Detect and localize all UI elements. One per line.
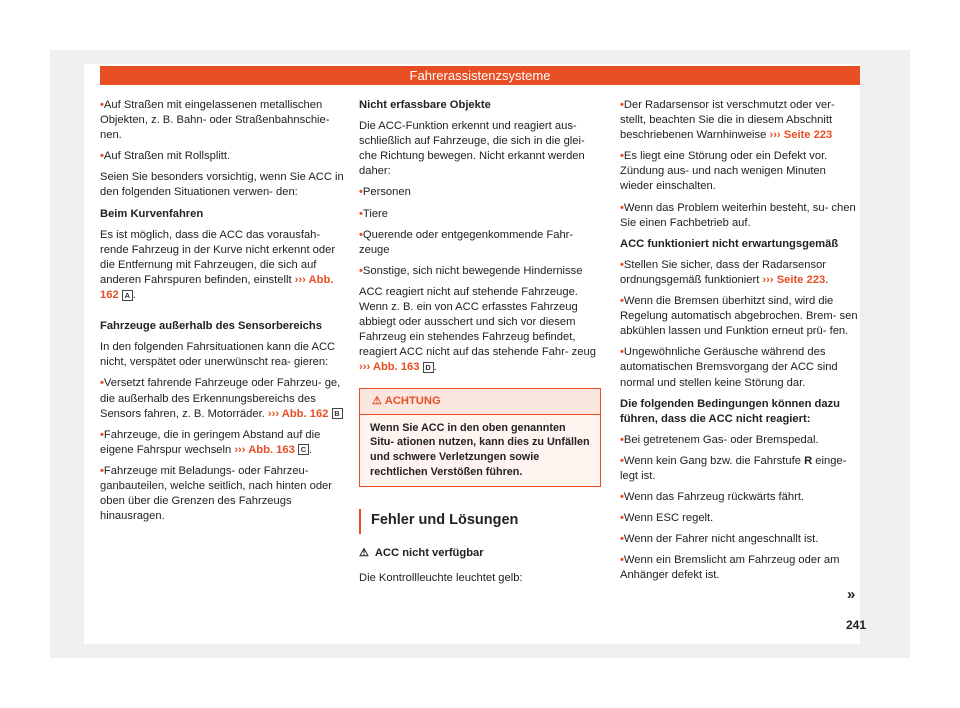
chapter-header: Fahrerassistenzsysteme [100,66,860,85]
column-2 [359,98,601,592]
list-item: • Fahrzeuge, die in geringem Abstand auf die eigene Fahrspur wechseln ››› Abb. 163 C . [100,428,344,458]
page-link[interactable]: ››› Seite 223 [769,129,833,142]
column-3 [620,98,860,590]
figure-link[interactable]: ››› Abb. 163 [359,361,420,374]
section-title: Fehler und Lösungen [359,509,601,534]
paragraph: Die ACC-Funktion erkennt und reagiert aus- schließlich auf Fahrzeuge, die sich in die glei- che Richtung bewegen. Nicht erkannt werden daher: [359,120,585,178]
heading: Die folgenden Bedingungen können dazu führen, dass die ACC nicht reagiert: [620,397,841,425]
warning-triangle-icon: ⚠ [372,394,383,407]
list-item: • Es liegt eine Störung oder ein Defekt vor. Zündung aus- und nach wenigen Minuten wieder einschalten. [620,149,860,194]
paragraph: Es ist möglich, dass die ACC das vorausfah- rende Fahrzeug in der Kurve nicht erkennt oder die Entfernung mit Fahrzeugen, die sich auf anderen Fahrspuren befinden, einstellt ››› Abb. 162 A . [100,228,336,302]
column-1 [100,98,344,530]
paragraph: Seien Sie besonders vorsichtig, wenn Sie ACC in den folgenden Situationen verwen- den: [100,171,344,199]
list-item: • Tiere [359,207,601,222]
list-item: • Der Radarsensor ist verschmutzt oder ver- stellt, beachten Sie die in diesem Abschnitt beschriebenen Warnhinweise ››› Seite 223 [620,98,860,143]
list-item: • Wenn die Bremsen überhitzt sind, wird die Regelung automatisch abgebrochen. Brem- sen abkühlen lassen und Funktion erneut prü- fen. [620,294,860,339]
figure-marker-icon: C [298,444,309,455]
list-item: • Auf Straßen mit Rollsplitt. [100,149,344,164]
heading: ACC funktioniert nicht erwartungsgemäß [620,237,839,250]
page-link[interactable]: ››› Seite 223 [762,273,826,286]
figure-marker-icon: A [122,290,133,301]
list-item: • Querende oder entgegenkommende Fahr- zeuge [359,228,601,258]
paragraph: ACC reagiert nicht auf stehende Fahrzeuge. Wenn z. B. ein von ACC erfasstes Fahrzeug abbiegt oder ausschert und sich vor diesem Fahrzeug ein stehendes Fahrzeug befindet, reagiert ACC nicht auf das stehende Fahr- zeug ››› Abb. 163 D . [359,285,596,374]
list-item: • Wenn der Fahrer nicht angeschnallt ist. [620,532,860,547]
heading: Beim Kurvenfahren [100,207,204,220]
warning-text: Wenn Sie ACC in den oben genannten Situ- ationen nutzen, kann dies zu Unfällen und schwere Verletzungen sowie rechtlichen Verstößen führen. [360,415,600,486]
heading: Fahrzeuge außerhalb des Sensorbereichs [100,320,322,333]
paragraph: Die Kontrollleuchte leuchtet gelb: [359,571,523,584]
continue-arrow-icon: » [847,586,856,603]
warning-header: ⚠ ACHTUNG [360,389,600,415]
figure-link[interactable]: ››› Abb. 162 [100,273,334,302]
list-item: • Wenn kein Gang bzw. die Fahrstufe R einge- legt ist. [620,454,860,484]
list-item: • Bei getretenem Gas- oder Bremspedal. [620,433,860,448]
list-item: • Fahrzeuge mit Beladungs- oder Fahrzeu- ganbauteilen, welche seitlich, nach hinten oder oben über die Grenzen des Fahrzeugs hinausragen. [100,464,344,524]
list-item: • Versetzt fahrende Fahrzeuge oder Fahrzeu- ge, die außerhalb des Erkennungsbereichs des Sensors fahren, z. B. Motorräder. ››› Abb. 162 B [100,376,344,421]
list-item: • Wenn ESC regelt. [620,511,860,526]
list-item: • Wenn ein Bremslicht am Fahrzeug oder am Anhänger defekt ist. [620,553,860,583]
heading: Nicht erfassbare Objekte [359,99,491,111]
subheading: ⚠ ACC nicht verfügbar [359,546,484,559]
paragraph: In den folgenden Fahrsituationen kann die ACC nicht, verspätet oder unerwünscht rea- gieren: [100,341,336,369]
list-item: • Wenn das Problem weiterhin besteht, su- chen Sie einen Fachbetrieb auf. [620,201,860,231]
list-item: • Sonstige, sich nicht bewegende Hindernisse [359,264,601,279]
acc-warning-lamp-icon: ⚠ [359,546,370,559]
list-item: • Auf Straßen mit eingelassenen metallischen Objekten, z. B. Bahn- oder Straßenbahnschie- nen. [100,98,344,143]
figure-marker-icon: D [423,362,434,373]
list-item: • Personen [359,185,601,200]
list-item: • Wenn das Fahrzeug rückwärts fährt. [620,490,860,505]
figure-link[interactable]: ››› Abb. 162 [267,407,329,420]
figure-marker-icon: B [332,408,343,419]
figure-link[interactable]: ››› Abb. 163 [234,443,295,456]
list-item: • Ungewöhnliche Geräusche während des automatischen Bremsvorgang der ACC sind normal und stellen keine Störung dar. [620,345,860,390]
warning-box [359,388,601,487]
list-item: • Stellen Sie sicher, dass der Radarsensor ordnungsgemäß funktioniert ››› Seite 223. [620,258,860,288]
page-number: 241 [846,618,867,632]
